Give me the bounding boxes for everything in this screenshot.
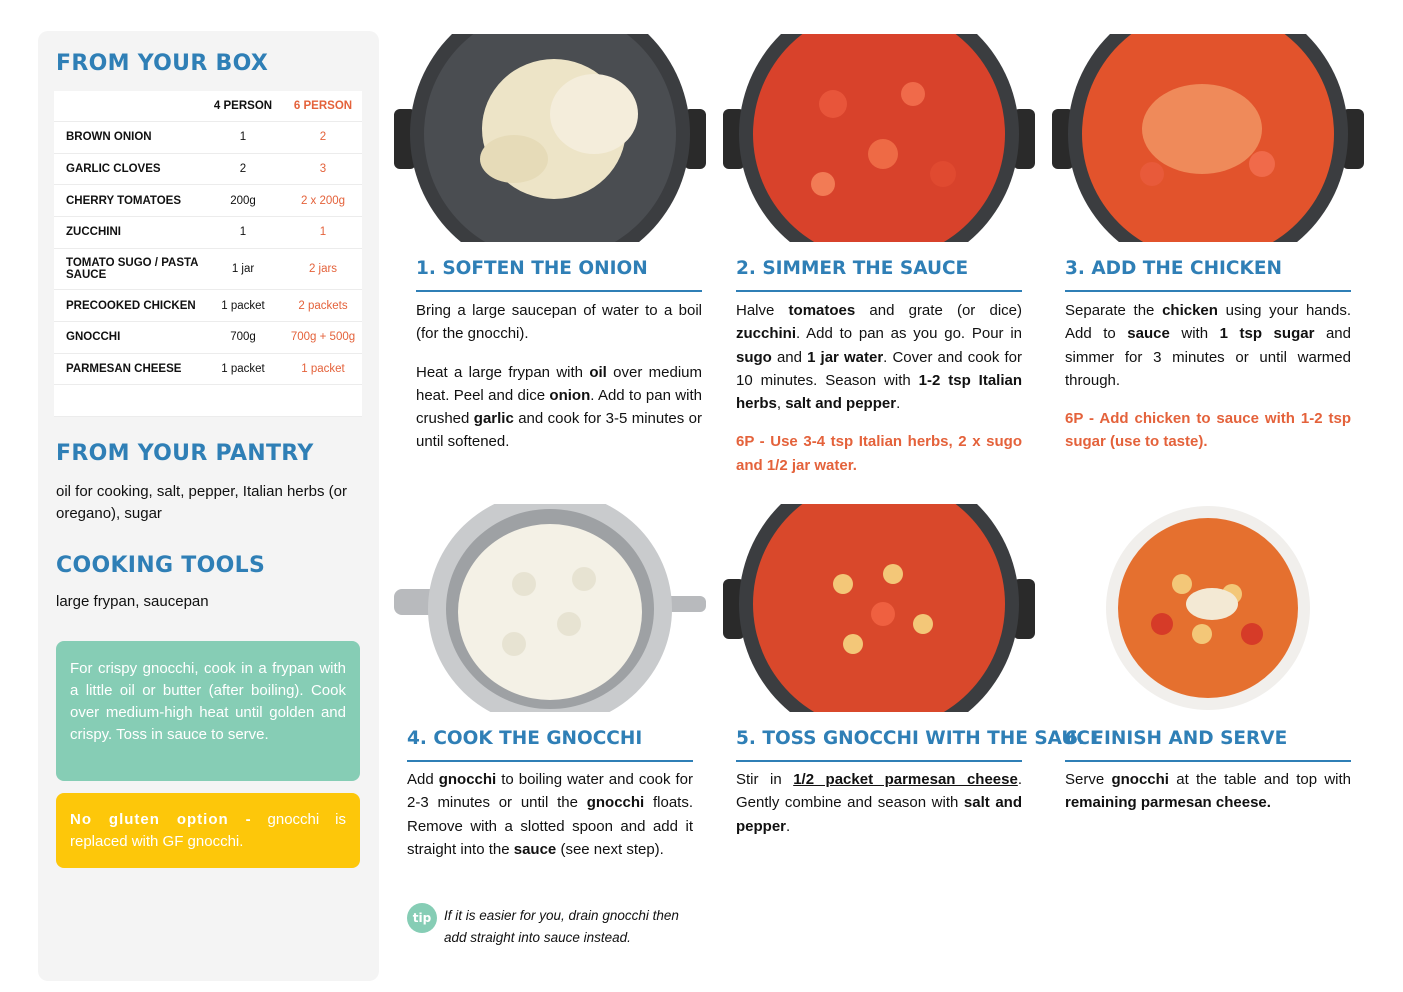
ingredient-name: BROWN ONION	[54, 122, 202, 154]
step-4-photo-gnocchi	[394, 504, 706, 712]
gluten-free-text: gnocchi is replaced with GF gnocchi.	[70, 811, 346, 850]
step-1-photo-onion	[394, 34, 706, 242]
step-5-body	[736, 768, 1022, 853]
qty-6-person: 1	[284, 216, 362, 248]
text: salt and pepper	[785, 395, 897, 413]
crispy-gnocchi-tip-box: For crispy gnocchi, cook in a frypan with a little oil or butter (after boiling). Cook over medium-high heat until golden and crispy. Toss in sauce to serve.	[56, 641, 360, 781]
step-4-title: 4. COOK THE GNOCCHI	[407, 728, 643, 749]
tip-badge: tip	[407, 903, 437, 933]
step-4-body	[407, 768, 693, 876]
step-2-rule	[736, 290, 1022, 292]
table-row	[54, 248, 362, 290]
tip-note: If it is easier for you, drain gnocchi then add straight into sauce instead.	[444, 908, 679, 945]
step-6-body	[1065, 768, 1351, 830]
text: . Add to pan as you go. Pour in	[796, 325, 1022, 343]
qty-4-person: 1 packet	[202, 353, 284, 385]
text: remaining parmesan cheese.	[1065, 794, 1271, 812]
step-5-para-1	[736, 768, 1022, 838]
text: and cook for 3-5 minutes or until softened.	[416, 410, 702, 451]
text: gnocchi	[586, 794, 645, 812]
text: with	[1169, 325, 1220, 343]
table-row	[54, 290, 362, 322]
ingredient-name: PRECOOKED CHICKEN	[54, 290, 202, 322]
step-6-photo-serve	[1052, 504, 1364, 712]
text: salt and pepper	[736, 794, 1022, 835]
text: 1/2 packet parmesan cheese	[793, 771, 1018, 788]
step-4-para-1	[407, 768, 693, 861]
ingredient-name: ZUCCHINI	[54, 216, 202, 248]
text: .	[786, 817, 791, 835]
text: . Cover and cook for 10 minutes. Season with	[736, 348, 1022, 389]
ingredient-name: TOMATO SUGO / PASTA SAUCE	[54, 248, 202, 290]
text: floats. Remove with a slotted spoon and add it straight into the	[407, 794, 693, 858]
header-cell	[54, 91, 202, 122]
text: gnocchi	[1111, 771, 1169, 788]
ingredient-name: CHERRY TOMATOES	[54, 185, 202, 217]
table-row	[54, 353, 362, 385]
ingredient-name: GARLIC CLOVES	[54, 153, 202, 185]
step-1-body	[416, 299, 702, 469]
qty-4-person: 2	[202, 153, 284, 185]
qty-6-person: 1 packet	[284, 353, 362, 385]
step-3-rule	[1065, 290, 1351, 292]
step-1-rule	[416, 290, 702, 292]
table-row	[54, 122, 362, 154]
text: and simmer for 3 minutes or until warmed through.	[1065, 325, 1351, 389]
text: over medium heat. Peel and dice	[416, 363, 702, 404]
step-2-para-1	[736, 299, 1022, 415]
header-4-person: 4 PERSON	[202, 91, 284, 122]
step-2-body	[736, 299, 1022, 492]
qty-6-person: 700g + 500g	[284, 322, 362, 354]
text: ,	[776, 395, 786, 413]
text: 1 tsp sugar	[1219, 325, 1315, 343]
text: Stir in	[736, 771, 794, 788]
text: zucchini	[736, 325, 797, 343]
qty-6-person: 2	[284, 122, 362, 154]
qty-4-person: 1	[202, 122, 284, 154]
gluten-free-box	[56, 793, 360, 868]
step-3-6p-note: 6P - Add chicken to sauce with 1-2 tsp sugar (use to taste).	[1065, 410, 1351, 451]
step-4-rule	[407, 760, 693, 762]
ingredients-table	[54, 91, 362, 417]
from-your-pantry-title: FROM YOUR PANTRY	[56, 441, 314, 466]
text: and grate (or dice)	[855, 302, 1022, 319]
table-row	[54, 216, 362, 248]
step-2-6p-note: 6P - Use 3-4 tsp Italian herbs, 2 x sugo and 1/2 jar water.	[736, 433, 1022, 474]
text: to boiling water and cook for 2-3 minutes or until the	[407, 771, 694, 812]
gluten-free-label: No gluten option -	[70, 811, 252, 828]
step-2-title: 2. SIMMER THE SAUCE	[736, 258, 969, 279]
text: sugo	[736, 348, 772, 366]
cooking-tools-text: large frypan, saucepan	[56, 593, 209, 610]
step-3-photo-chicken	[1052, 34, 1364, 242]
step-3-title: 3. ADD THE CHICKEN	[1065, 258, 1282, 279]
qty-4-person: 1 jar	[202, 248, 284, 290]
text: . Add to pan with crushed	[416, 386, 702, 428]
header-6-person: 6 PERSON	[284, 91, 362, 122]
ingredient-name: GNOCCHI	[54, 322, 202, 354]
step-6-rule	[1065, 760, 1351, 762]
table-header-row	[54, 91, 362, 122]
qty-6-person: 2 x 200g	[284, 185, 362, 217]
table-row	[54, 185, 362, 217]
step-6-title: 6. FINISH AND SERVE	[1065, 728, 1288, 749]
qty-4-person: 1 packet	[202, 290, 284, 322]
text: gnocchi	[438, 771, 497, 788]
qty-4-person: 200g	[202, 185, 284, 217]
text: Halve	[736, 302, 789, 319]
qty-6-person: 3	[284, 153, 362, 185]
from-your-box-title: FROM YOUR BOX	[56, 51, 269, 76]
step-6-para-1	[1065, 768, 1351, 815]
table-spacer-row	[54, 385, 362, 417]
text: .	[896, 395, 901, 413]
qty-4-person: 700g	[202, 322, 284, 354]
ingredients-sidebar	[38, 31, 379, 981]
step-3-body	[1065, 299, 1351, 469]
text: Bring a large saucepan of water to a boil (for the gnocchi).	[416, 302, 702, 343]
text: at the table and top with	[1168, 771, 1351, 788]
text: Serve	[1065, 771, 1112, 788]
text: Heat a large frypan with	[416, 363, 590, 381]
step-3-para-1	[1065, 299, 1351, 392]
text: . Gently combine and season with	[736, 771, 1022, 812]
step-1-para-1	[416, 299, 702, 346]
qty-6-person: 2 packets	[284, 290, 362, 322]
step-5-photo-toss	[723, 504, 1035, 712]
text: Add	[407, 771, 439, 788]
text: garlic	[473, 410, 514, 428]
text: tomatoes	[788, 302, 856, 319]
text: 1 jar water	[807, 348, 884, 366]
text: sauce	[1127, 325, 1170, 343]
qty-6-person: 2 jars	[284, 248, 362, 290]
step-5-rule	[736, 760, 1022, 762]
table-row	[54, 153, 362, 185]
step-1-para-2	[416, 361, 702, 454]
text: 1-2 tsp Italian herbs	[736, 371, 1022, 413]
text: chicken	[1162, 302, 1218, 319]
text: and	[771, 348, 808, 366]
qty-4-person: 1	[202, 216, 284, 248]
table-row	[54, 322, 362, 354]
text: sauce	[513, 840, 557, 858]
text: (see next step).	[556, 840, 664, 858]
ingredient-name: PARMESAN CHEESE	[54, 353, 202, 385]
step-2-photo-sauce	[723, 34, 1035, 242]
text: oil	[589, 363, 607, 381]
text: Separate the	[1065, 302, 1163, 319]
cooking-tools-title: COOKING TOOLS	[56, 553, 266, 578]
step-1-title: 1. SOFTEN THE ONION	[416, 258, 648, 279]
text: using your hands. Add to	[1065, 302, 1351, 343]
pantry-text: oil for cooking, salt, pepper, Italian herbs (or oregano), sugar	[56, 483, 347, 522]
step-5-title: 5. TOSS GNOCCHI WITH THE SAUCE	[736, 728, 1103, 749]
text: onion	[549, 386, 591, 404]
